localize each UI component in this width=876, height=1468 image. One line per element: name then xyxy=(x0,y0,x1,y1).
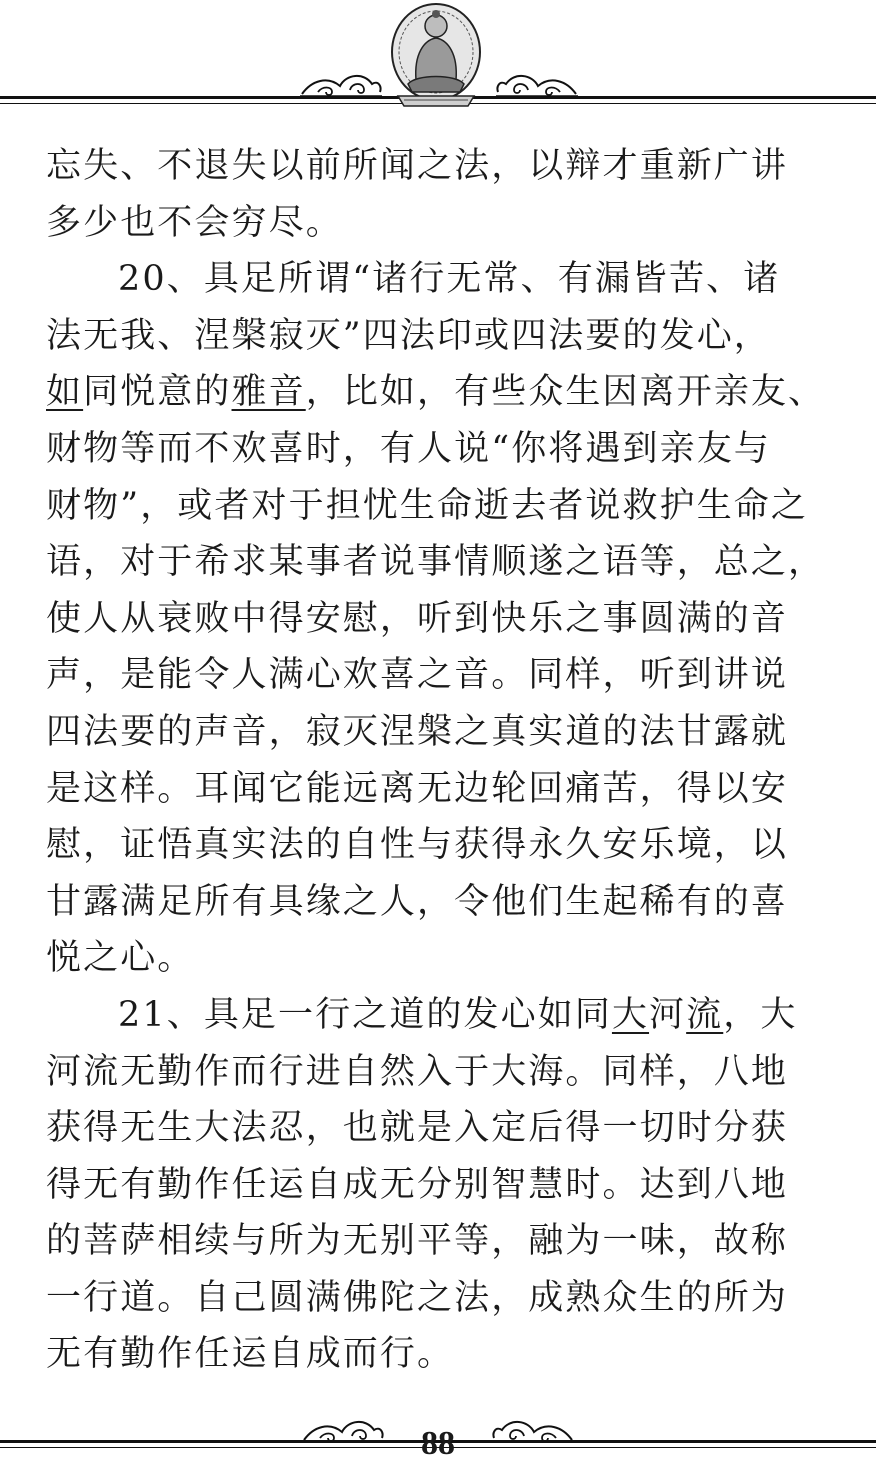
text-line xyxy=(46,534,836,591)
text-segment: 获得无生大法忍，也就是入定后得一切时分获 xyxy=(46,1108,789,1149)
text-line xyxy=(46,591,836,648)
cloud-ornament-right-icon xyxy=(494,66,580,100)
text-line xyxy=(46,1044,836,1101)
underlined-term: 大 xyxy=(611,994,650,1035)
text-line xyxy=(46,195,836,252)
text-line xyxy=(46,704,836,761)
text-segment: 的菩萨相续与所为无别平等，融为一味，故称 xyxy=(46,1221,789,1262)
text-line xyxy=(46,647,836,704)
text-segment: 语，对于希求某事者说事情顺遂之语等，总之， xyxy=(46,542,826,583)
text-segment: 甘露满足所有具缘之人，令他们生起稀有的喜 xyxy=(46,881,789,922)
text-segment: 无有勤作任运自成而行。 xyxy=(46,1334,455,1375)
text-segment: 同悦意的 xyxy=(83,372,232,413)
text-line xyxy=(46,930,836,987)
text-line xyxy=(46,987,836,1044)
text-segment: 声，是能令人满心欢喜之音。同样，听到讲说 xyxy=(46,655,789,696)
text-line xyxy=(46,1213,836,1270)
text-segment: 忘失、不退失以前所闻之法，以辩才重新广讲 xyxy=(46,146,789,186)
underlined-term: 如 xyxy=(46,372,84,413)
underlined-term: 雅音 xyxy=(231,372,306,413)
text-line xyxy=(46,478,836,535)
text-segment: 得无有勤作任运自成无分别智慧时。达到八地 xyxy=(46,1164,789,1205)
text-line xyxy=(46,251,836,308)
text-segment: 河流无勤作而行进自然入于大海。同样，八地 xyxy=(46,1051,789,1092)
text-line xyxy=(46,421,836,478)
page-number: 88 xyxy=(421,1425,455,1462)
text-segment: ，比如，有些众生因离开亲友、 xyxy=(305,372,826,413)
text-segment: 是这样。耳闻它能远离无边轮回痛苦，得以安 xyxy=(46,768,789,809)
text-line xyxy=(46,138,836,195)
text-segment: 使人从衰败中得安慰，听到快乐之事圆满的音 xyxy=(46,598,789,639)
text-line xyxy=(46,1326,836,1383)
text-line xyxy=(46,308,836,365)
text-segment: 慰，证悟真实法的自性与获得永久安乐境，以 xyxy=(46,825,789,866)
text-line xyxy=(46,761,836,818)
text-segment: 法无我、涅槃寂灭”四法印或四法要的发心， xyxy=(46,315,771,356)
text-segment: 财物等而不欢喜时，有人说“你将遇到亲友与 xyxy=(46,428,771,469)
cloud-ornament-left-icon xyxy=(298,66,384,100)
text-line xyxy=(46,1100,836,1157)
text-line xyxy=(46,1270,836,1327)
text-segment: 河 xyxy=(649,994,687,1035)
text-segment: 悦之心。 xyxy=(46,938,195,979)
text-segment: 21、具足一行之道的发心如同 xyxy=(118,994,612,1035)
text-segment: 四法要的声音，寂灭涅槃之真实道的法甘露就 xyxy=(46,711,789,752)
text-line xyxy=(46,364,836,421)
underlined-term: 流 xyxy=(686,994,724,1035)
body-text xyxy=(46,138,836,1383)
text-segment: 20、具足所谓“诸行无常、有漏皆苦、诸 xyxy=(118,259,781,300)
buddha-figure-icon xyxy=(386,2,486,110)
text-segment: 多少也不会穷尽。 xyxy=(46,202,343,243)
text-line xyxy=(46,1157,836,1214)
text-segment: ，大 xyxy=(723,994,798,1035)
text-line xyxy=(46,874,836,931)
text-segment: 财物”，或者对于担忧生命逝去者说救护生命之 xyxy=(46,485,808,526)
text-line xyxy=(46,817,836,874)
text-segment: 一行道。自己圆满佛陀之法，成熟众生的所为 xyxy=(46,1277,789,1318)
